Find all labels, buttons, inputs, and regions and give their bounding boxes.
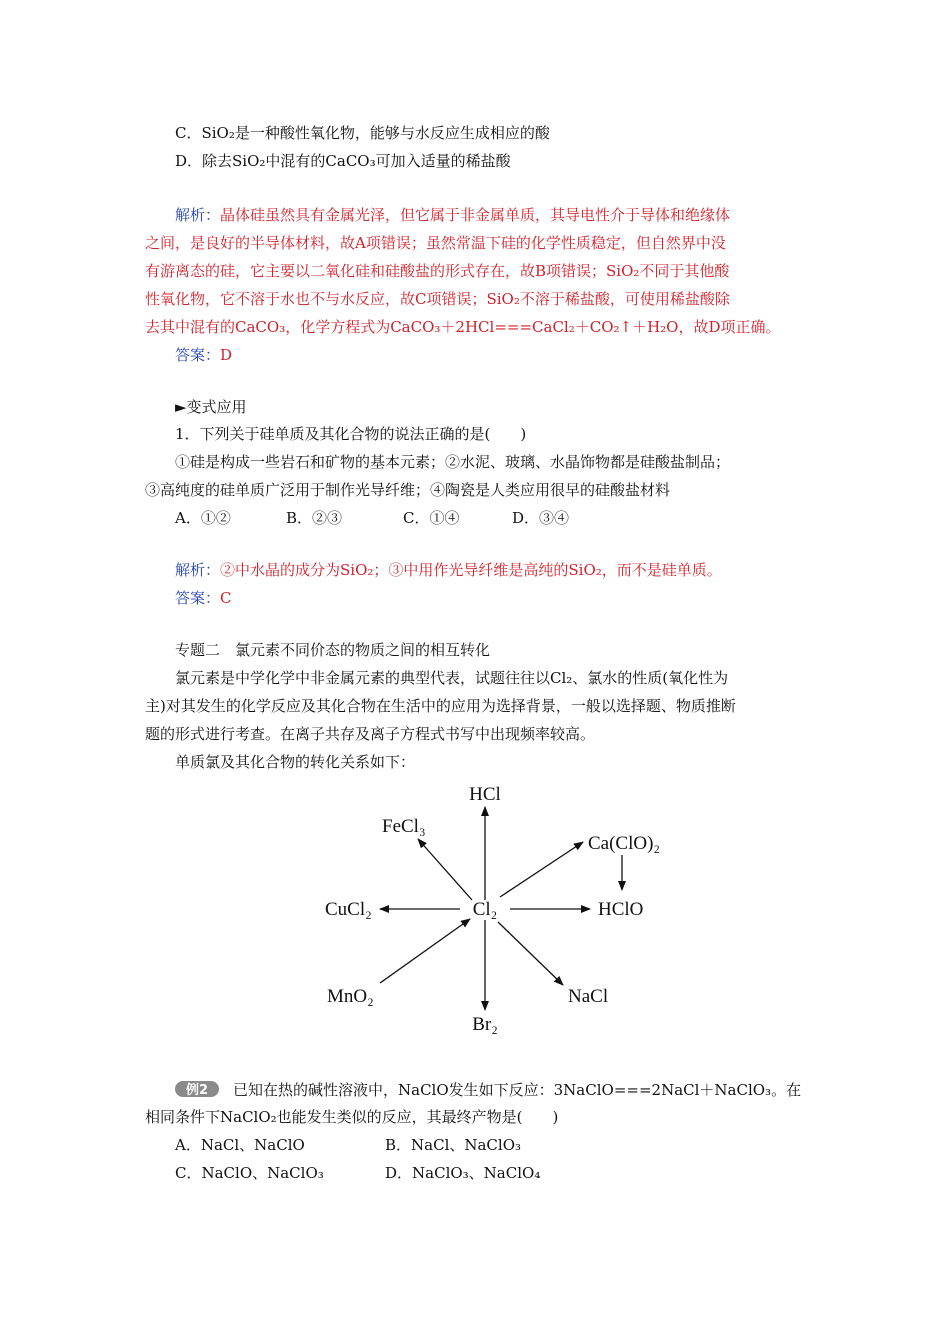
node-br2: Br₂ xyxy=(472,1014,498,1035)
answer2 xyxy=(175,588,840,608)
variant-option-a: A．①② xyxy=(175,509,231,527)
topic2-para-line1: 氯元素是中学化学中非金属元素的典型代表，试题往往以Cl₂、氯水的性质(氧化性为 xyxy=(175,669,729,687)
example2-option-d: D．NaClO₃、NaClO₄ xyxy=(385,1164,541,1182)
example2-option-b: B．NaCl、NaClO₃ xyxy=(385,1136,522,1154)
topic2-title: 专题二 氯元素不同价态的物质之间的相互转化 xyxy=(175,641,491,659)
node-caclo2: Ca(ClO)₂ xyxy=(588,833,661,854)
analysis-label: 解析： xyxy=(175,206,221,224)
arrow-mno2-to-cl2 xyxy=(380,919,470,983)
example-badge-label: 例2 xyxy=(185,1083,209,1098)
example2-option-a: A．NaCl、NaClO xyxy=(175,1136,305,1154)
variant-option-b: B．②③ xyxy=(286,509,343,527)
arrow-cl2-to-fecl3 xyxy=(418,839,472,900)
analysis1-line3: 有游离态的硅，它主要以二氧化硅和硅酸盐的形式存在，故B项错误；SiO₂不同于其他酸 xyxy=(145,262,730,280)
node-hcl: HCl xyxy=(469,784,501,805)
analysis1-line1: 解析：晶体硅虽然具有金属光泽，但它属于非金属单质，其导电性介于导体和绝缘体 xyxy=(175,206,731,224)
analysis-label: 解析： xyxy=(175,561,221,579)
arrow-cl2-to-nacl xyxy=(498,922,563,985)
variant-option-d: D．③④ xyxy=(512,509,570,527)
node-hclo: HClO xyxy=(598,899,644,920)
topic2-para-line3: 题的形式进行考查。在离子共存及离子方程式书写中出现频率较高。 xyxy=(145,725,596,743)
example-badge xyxy=(175,1079,219,1099)
answer-value: D xyxy=(220,346,233,364)
node-fecl3: FeCl₃ xyxy=(382,816,426,837)
chlorine-conversion-diagram xyxy=(300,775,680,1040)
analysis1-line5: 去其中混有的CaCO₃，化学方程式为CaCO₃＋2HCl===CaCl₂＋CO₂↑＋H₂O，故D项正确。 xyxy=(145,318,781,336)
variant-question: 1．下列关于硅单质及其化合物的说法正确的是( ) xyxy=(175,425,527,443)
example2-option-c: C．NaClO、NaClO₃ xyxy=(175,1164,324,1182)
analysis1-line4: 性氧化物，它不溶于水也不与水反应，故C项错误；SiO₂不溶于稀盐酸，可使用稀盐酸除 xyxy=(145,290,730,308)
variant-heading: ►变式应用 xyxy=(175,398,247,416)
node-cucl2: CuCl₂ xyxy=(325,899,372,920)
analysis1-line2: 之间，是良好的半导体材料，故A项错误；虽然常温下硅的化学性质稳定，但自然界中没 xyxy=(145,234,726,252)
node-nacl: NaCl xyxy=(568,986,609,1007)
answer1 xyxy=(175,345,840,365)
option-d-text: D．除去SiO₂中混有的CaCO₃可加入适量的稀盐酸 xyxy=(175,152,511,170)
analysis2-line: 解析：②中水晶的成分为SiO₂；③中用作光导纤维是高纯的SiO₂，而不是硅单质。 xyxy=(175,561,722,579)
topic2-para-line4: 单质氯及其化合物的转化关系如下： xyxy=(175,753,416,771)
answer-label: 答案： xyxy=(175,346,221,364)
example2-line1: 例2 已知在热的碱性溶液中，NaClO发生如下反应：3NaClO===2NaCl＋NaClO₃。在 xyxy=(175,1079,840,1100)
topic2-para-line2: 主)对其发生的化学反应及其化合物在生活中的应用为选择背景，一般以选择题、物质推断 xyxy=(145,697,736,715)
node-cl2: Cl₂ xyxy=(472,899,498,920)
option-c-text: C．SiO₂是一种酸性氧化物，能够与水反应生成相应的酸 xyxy=(175,124,550,142)
variant-question-line3: ③高纯度的硅单质广泛用于制作光导纤维；④陶瓷是人类应用很早的硅酸盐材料 xyxy=(145,481,671,499)
arrow-cl2-to-caclo2 xyxy=(500,842,583,897)
answer-value: C xyxy=(220,589,232,607)
answer-label: 答案： xyxy=(175,589,221,607)
variant-question-line2: ①硅是构成一些岩石和矿物的基本元素；②水泥、玻璃、水晶饰物都是硅酸盐制品； xyxy=(175,453,731,471)
example2-line2: 相同条件下NaClO₂也能发生类似的反应，其最终产物是( ) xyxy=(145,1108,559,1126)
node-mno2: MnO₂ xyxy=(327,986,374,1007)
variant-option-c: C．①④ xyxy=(403,509,460,527)
